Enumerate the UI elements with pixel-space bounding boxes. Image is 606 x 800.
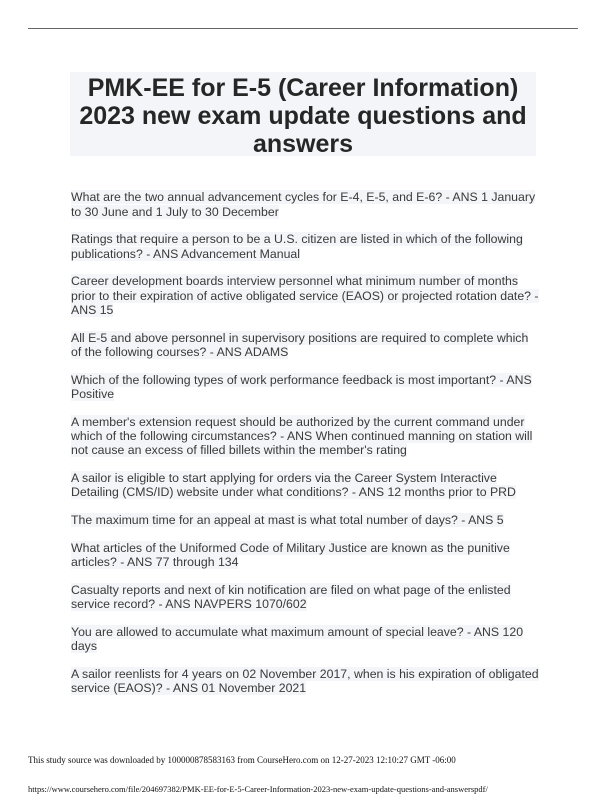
qa-item (71, 471, 541, 499)
qa-item (71, 583, 541, 611)
download-notice: This study source was downloaded by 100000878583163 from CourseHero.com on 12-27-2023 12:10:27 GMT -06:00 (28, 755, 456, 765)
qa-text: The maximum time for an appeal at mast is what total number of days? - ANS 5 (71, 512, 504, 527)
qa-item (71, 541, 541, 569)
qa-text: A member's extension request should be authorized by the current command under which of the following circumstances? - ANS When continued manning on station will not cause an excess of filled billets within the member's rating (71, 414, 533, 457)
qa-list (71, 178, 541, 709)
qa-text: A sailor reenlists for 4 years on 02 November 2017, when is his expiration of obligated service (EAOS)? - ANS 01 November 2021 (71, 666, 539, 695)
title-block (70, 72, 536, 156)
qa-item (71, 274, 541, 317)
qa-item (71, 415, 541, 458)
qa-text: Career development boards interview personnel what minimum number of months prior to their expiration of active obligated service (EAOS) or projected rotation date? - ANS 15 (71, 274, 539, 317)
qa-item (71, 667, 541, 695)
qa-text: All E-5 and above personnel in supervisory positions are required to complete which of the following courses? - ANS ADAMS (71, 330, 529, 359)
document-title: PMK-EE for E-5 (Career Information) 2023 new exam update questions and answers (79, 74, 527, 158)
top-divider (28, 28, 578, 29)
qa-text: Casualty reports and next of kin notification are filed on what page of the enlisted service record? - ANS NAVPERS 1070/602 (71, 582, 511, 611)
qa-item (71, 232, 541, 260)
qa-item (71, 513, 541, 527)
qa-item (71, 190, 541, 218)
qa-text: Which of the following types of work performance feedback is most important? - ANS Positive (71, 372, 532, 401)
qa-text: A sailor is eligible to start applying for orders via the Career System Interactive Detailing (CMS/ID) website under what conditions? - ANS 12 months prior to PRD (71, 470, 516, 499)
qa-text: You are allowed to accumulate what maximum amount of special leave? - ANS 120 days (71, 624, 524, 653)
qa-item (71, 625, 541, 653)
qa-text: Ratings that require a person to be a U.S. citizen are listed in which of the following publications? - ANS Advancement Manual (71, 232, 523, 261)
qa-text: What articles of the Uniformed Code of Military Justice are known as the punitive articles? - ANS 77 through 134 (71, 540, 510, 569)
qa-item (71, 331, 541, 359)
qa-item (71, 373, 541, 401)
source-url[interactable]: https://www.coursehero.com/file/204697382/PMK-EE-for-E-5-Career-Information-2023-new-exam-update-questions-and-answerspdf/ (28, 784, 488, 794)
qa-text: What are the two annual advancement cycles for E-4, E-5, and E-6? - ANS 1 January to 30 June and 1 July to 30 December (71, 190, 536, 219)
